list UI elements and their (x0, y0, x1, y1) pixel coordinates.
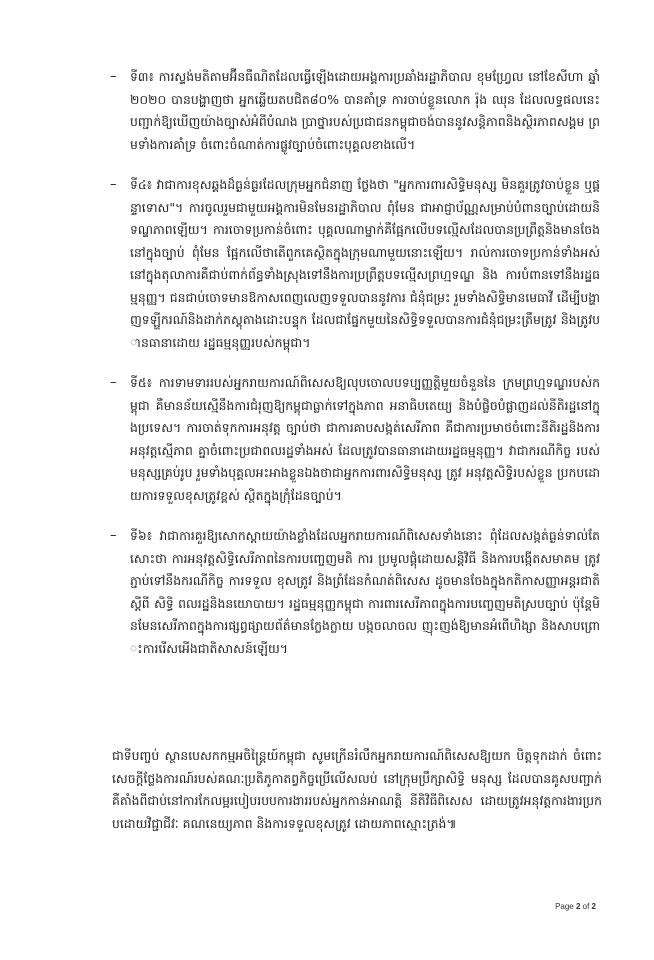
bullet-text: ទី៤៖ វាជាការខុសឆ្គងដ៏ធ្ងន់ធ្ងរដែលក្រុមអ្នកជំនាញ ថ្លែងថា "អ្នកការពារសិទ្ធិមនុស្ស មិនគួរត្រូវចាប់ខ្លួន ឬផ្តន្ទាទោស"។ ការចូលរួមជាមួយអង្គការមិនមែនរដ្ឋាភិបាល ពុំមែន ជាអាជ្ញាប័ណ្ណសម្រាប់បំពានច្បាប់ដោយនិទណ្ឌភាពឡើយ។ ការចោទប្រកាន់ចំពោះ បុគ្គលណាម្នាក់គឺផ្អែកលើបទល្មើសដែលបានប្រព្រឹត្តនិងមានចែងនៅក្នុងច្បាប់ ពុំមែន ផ្អែកលើថាតើពួកគេស្ថិតក្នុងក្រុមណាមួយនោះឡើយ។ រាល់ការចោទប្រកាន់ទាំងអស់ នៅក្នុងតុលាការគឺជាប់ពាក់ព័ន្ធទាំងស្រុងទៅនឹងការប្រព្រឹត្តបទល្មើសព្រហ្មទណ្ឌ និង ការបំពានទៅនឹងរដ្ឋធម្មនុញ្ញ។ ជនជាប់ចោទមានឱកាសពេញលេញទទួលបាននូវការ ជំនុំជម្រះ រួមទាំងសិទ្ធិមានមេធាវី ដើម្បីបង្ហាញទឡ្ហីករណ៍និងដាក់ភស្តុតាងដោះបន្ទុក ដែលជាផ្នែកមួយនៃសិទ្ធិទទួលបានការជំនុំជម្រះត្រឹមត្រូវ និងត្រូវបានធានាដោយ រដ្ឋធម្មនុញ្ញរបស់កម្ពុជា។ (130, 177, 600, 350)
bullet-dash: – (110, 69, 117, 84)
bullet-item-3 (110, 66, 600, 156)
page-current: 2 (575, 902, 581, 911)
bullet-item-5 (110, 372, 600, 507)
page-total: 2 (591, 902, 596, 911)
bullet-dash: – (110, 177, 117, 192)
bullet-list (110, 66, 600, 678)
bullet-text: ទី៣៖ ការស្ទង់មតិតាមអ៊ីនធឺណិតដែលធ្វើឡើងដោយអង្គការប្រឆាំងរដ្ឋាភិបាល ខុមហ្វ្រែល នៅខែសីហា ឆ្នាំ២០២០ បានបង្ហាញថា អ្នកឆ្លើយតបជិត៨០% បានគាំទ្រ ការចាប់ខ្លួនលោក រ៉ុង ឈុន ដែលលទ្ធផលនេះបញ្ជាក់ឱ្យឃើញយ៉ាងច្បាស់អំពីបំណង ប្រាថ្នារបស់ប្រជាជនកម្ពុជាចង់បាននូវសន្តិភាពនិងស្ថិរភាពសង្គម ព្រមទាំងការគាំទ្រ ចំពោះចំណាត់ការផ្លូវច្បាប់ចំពោះបុគ្គលខាងលើ។ (130, 69, 600, 152)
bullet-text: ទី៦៖ វាជាការគួរឱ្យសោកស្ដាយយ៉ាងខ្លាំងដែលអ្នករាយការណ៍ពិសេសទាំងនោះ ពុំដែលសង្កត់ធ្ងន់ទាល់តែសោះថា ការអនុវត្តសិទ្ធិសេរីភាពនៃការបញ្ចេញមតិ ការ ប្រមូលផ្ដុំដោយសន្តិវិធី និងការបង្កើតសមាគម ត្រូវភ្ជាប់ទៅនឹងករណីកិច្ច ការទទួល ខុសត្រូវ និងព្រំដែនកំណត់ពិសេស ដូចមានចែងក្នុងកតិកាសញ្ញាអន្តរជាតិស្ដីពី សិទ្ធិ ពលរដ្ឋនិងនយោបាយ។ រដ្ឋធម្មនុញ្ញកម្ពុជា ការពារសេរីភាពក្នុងការបញ្ចេញមតិស្របច្បាប់ ប៉ុន្តែមិនមែនសេរីភាពក្នុងការផ្សព្វផ្សាយព័ត៌មានក្លែងក្លាយ បង្កចលាចល ញុះញង់ឱ្យមានអំពើហិង្សា និងសាបព្រោះការរើសអើងជាតិសាសន៍ឡើយ។ (130, 528, 600, 656)
page-number (555, 902, 596, 911)
bullet-dash: – (110, 375, 117, 390)
bullet-text: ទី៥៖ ការទាមទាររបស់អ្នករាយការណ៍ពិសេសឱ្យលុបចោលបទប្បញ្ញត្តិមួយចំនួននៃ ក្រមព្រហ្មទណ្ឌរបស់កម្ពុជា គឺមានន័យស្មើនឹងការជំរុញឱ្យកម្ពុជាធ្លាក់ទៅក្នុងភាព អនាធិបតេយ្យ និងបំផ្លិចបំផ្លាញដល់នីតិរដ្ឋនៅក្នុងប្រទេស។ ការចាត់ទុកការអនុវត្ត ច្បាប់ថា ជាការគាបសង្កត់សេរីភាព គឺជាការប្រមាថចំពោះនីតិរដ្ឋនិងការអនុវត្តស្មើភាព គ្នាចំពោះប្រជាពលរដ្ឋទាំងអស់ ដែលត្រូវបានធានាដោយរដ្ឋធម្មនុញ្ញ។ វាជាករណីកិច្ច របស់មនុស្សគ្រប់រូប រួមទាំងបុគ្គលអះអាងខ្លួនឯងថាជាអ្នកការពារសិទ្ធិមនុស្ស ត្រូវ អនុវត្តសិទ្ធិរបស់ខ្លួន ប្រកបដោយការទទួលខុសត្រូវខ្ពស់ ស្ថិតក្នុងក្រុំដែនច្បាប់។ (130, 375, 600, 503)
bullet-item-4 (110, 174, 600, 354)
page-sep: of (580, 902, 592, 911)
bullet-dash: – (110, 528, 117, 543)
closing-text: ជាទីបញ្ចប់ ស្ថានបេសកកម្មអចិន្ត្រៃយ៍កម្ពុជា សូមក្រើនរំលឹកអ្នករាយការណ៍ពិសេសឱ្យយក បិត្តទុកដាក់ ចំពោះសេចក្តីថ្លែងការណ៍របស់គណៈប្រតិភូកាតព្វកិច្ចប្រើលើសលប់ នៅក្រុមប្រឹក្សាសិទ្ធិ មនុស្ស ដែលបានគូសបញ្ជាក់គឺតាំងពីជាប់នៅការកែលម្អរបៀបរបបការងាររបស់អ្នកកាន់អាណត្តិ នីតិវិធីពិសេស ដោយត្រូវអនុវត្តការងារប្រកបដោយវិជ្ជាជីវៈ គណនេយ្យភាព និងការទទួលខុសត្រូវ ដោយភាពស្មោះត្រង់៕ (112, 748, 602, 831)
closing-paragraph (112, 745, 602, 835)
bullet-item-6 (110, 525, 600, 660)
page-prefix: Page (555, 902, 576, 911)
